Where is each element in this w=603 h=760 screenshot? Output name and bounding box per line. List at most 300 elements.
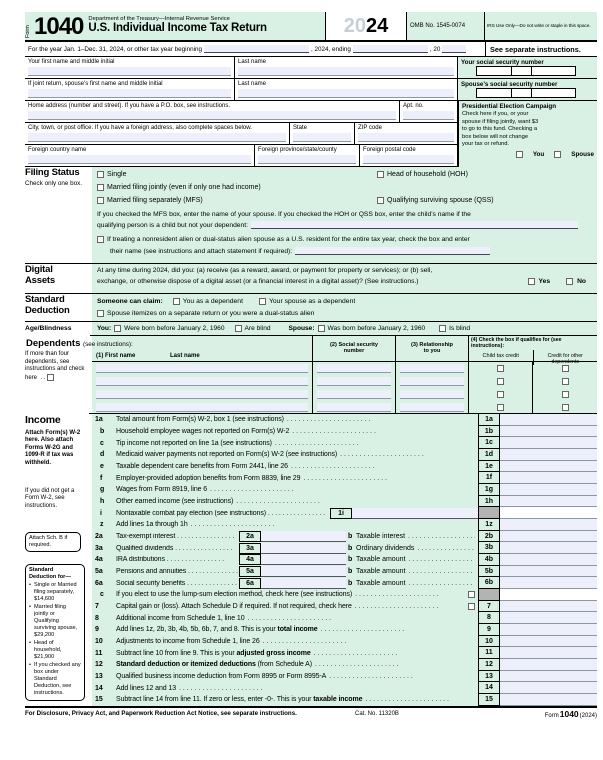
home-address-cell xyxy=(25,101,400,123)
income-line-box: 1a xyxy=(478,414,500,426)
dependent-ssn-input[interactable] xyxy=(317,403,391,412)
child-tax-credit-checkbox[interactable] xyxy=(497,365,504,372)
income-line-box xyxy=(478,507,500,519)
tax-year-pre-label: For the year Jan. 1–Dec. 31, 2024, or other tax year beginning xyxy=(28,45,202,53)
income-line-label: Subtract line 14 from line 11. If zero or less, enter -0-. This is your taxable income xyxy=(116,696,363,704)
dotted-leader xyxy=(303,475,475,482)
spouse-ssn-input[interactable] xyxy=(476,88,576,98)
dependent-name-cell xyxy=(92,388,312,401)
attach-schedule-b-note: Attach Sch. B if required. xyxy=(25,532,81,552)
department-line: Department of the Treasury—Internal Revenue Service xyxy=(88,16,230,22)
filing-status-label-col xyxy=(25,167,90,263)
foreign-country-input[interactable] xyxy=(28,155,251,164)
income-line-label: IRA distributions . xyxy=(116,556,239,563)
spouse-itemizes-label: Spouse itemizes on a separate return or you were a dual-status alien xyxy=(107,310,315,317)
identity-section xyxy=(25,57,597,167)
state-label: State xyxy=(293,125,308,131)
apt-cell xyxy=(400,101,458,123)
income-line-box: 1b xyxy=(478,426,500,438)
dependent-row xyxy=(92,401,597,414)
standard-deduction-content xyxy=(92,294,597,321)
digital-assets-yes-checkbox[interactable] xyxy=(528,278,535,285)
income-line-c xyxy=(92,589,597,601)
dotted-leader xyxy=(355,591,465,598)
amount-field[interactable] xyxy=(500,647,597,659)
spouse-first-name-input[interactable] xyxy=(28,89,231,98)
dependent-name-input[interactable] xyxy=(96,377,308,386)
dependents-qualifies-header xyxy=(468,336,597,365)
digital-assets-label-col xyxy=(25,264,90,293)
income-line-box: 1z xyxy=(478,519,500,531)
income-line-box: 9 xyxy=(478,624,500,636)
amount-field[interactable] xyxy=(500,601,597,613)
you-blind-checkbox[interactable] xyxy=(235,325,242,332)
dependent-relationship-cell xyxy=(395,362,468,375)
dependent-row xyxy=(92,388,597,401)
income-line-number: 4a xyxy=(95,556,103,564)
amount-field[interactable] xyxy=(500,531,597,543)
spouse-as-dependent-label: Your spouse as a dependent xyxy=(268,298,356,305)
income-line-5b xyxy=(92,566,597,578)
income-line-1e xyxy=(92,461,597,473)
qualifying-person-name-input[interactable] xyxy=(251,221,578,229)
income-sub-letter: b xyxy=(348,544,353,552)
someone-can-claim-label: Someone can claim: xyxy=(97,298,163,305)
amount-field[interactable] xyxy=(500,624,597,636)
income-line-box: 3b xyxy=(478,542,500,554)
income-rows xyxy=(92,414,597,706)
income-line-label: Additional income from Schedule 1, line 10 xyxy=(116,614,245,622)
campaign-you-label: You xyxy=(532,150,545,158)
child-tax-credit-checkbox[interactable] xyxy=(497,391,504,398)
income-line-4b xyxy=(92,554,597,566)
income-mid-input[interactable] xyxy=(261,578,346,589)
dependents-ssn-header: (2) Social security number xyxy=(312,336,395,361)
form-title: U.S. Individual Income Tax Return xyxy=(88,22,267,34)
other-dependents-credit-checkbox[interactable] xyxy=(562,378,569,385)
income-line-box: 11 xyxy=(478,647,500,659)
income-line-1b xyxy=(92,426,597,438)
amount-field[interactable] xyxy=(500,437,597,449)
amount-field[interactable] xyxy=(500,612,597,624)
single-checkbox[interactable] xyxy=(97,171,104,178)
dotted-leader xyxy=(287,416,475,423)
age-blindness-content xyxy=(92,322,597,335)
first-name-label: Your first name and middle initial xyxy=(28,59,115,65)
line-checkbox[interactable] xyxy=(468,603,475,610)
income-line-number: i xyxy=(100,509,102,517)
form-header xyxy=(25,12,597,42)
income-line-box: 15 xyxy=(478,694,500,706)
dotted-leader xyxy=(263,638,475,645)
nra-spouse-name-input[interactable] xyxy=(295,247,490,255)
amount-field[interactable] xyxy=(500,507,597,519)
income-line-number: d xyxy=(100,451,105,459)
dependent-relationship-input[interactable] xyxy=(400,364,464,373)
income-line-15 xyxy=(92,694,597,706)
income-line-12 xyxy=(92,659,597,671)
mfs-checkbox[interactable] xyxy=(97,197,104,204)
income-line-label: Tip income not reported on line 1a (see instructions) xyxy=(116,439,272,447)
you-as-dependent-checkbox[interactable] xyxy=(173,298,180,305)
income-line-box: 5b xyxy=(478,566,500,578)
dotted-leader xyxy=(408,533,475,540)
hoh-label: Head of household (HOH) xyxy=(387,171,468,178)
other-dependents-credit-checkbox[interactable] xyxy=(562,391,569,398)
income-line-number: 10 xyxy=(95,638,103,646)
digital-assets-no-label: No xyxy=(577,278,586,285)
income-mid-box: 2a xyxy=(239,531,261,542)
your-ssn-cell xyxy=(458,57,597,79)
form-titles xyxy=(88,12,267,40)
foreign-postal-cell xyxy=(360,145,458,167)
form-word-vertical: Form xyxy=(25,25,31,38)
std-deduction-item: • If you checked any box under Standard Deduction, see instructions. xyxy=(29,662,81,697)
income-line-1h xyxy=(92,496,597,508)
dependents-table xyxy=(92,336,597,413)
income-sub-letter: b xyxy=(348,568,353,576)
qss-checkbox[interactable] xyxy=(377,197,384,204)
last-name-label: Last name xyxy=(238,59,267,65)
digital-assets-no-checkbox[interactable] xyxy=(566,278,573,285)
tax-year-end-label: , 20 xyxy=(429,45,441,53)
income-line-box: 1e xyxy=(478,461,500,473)
income-line-box: 1f xyxy=(478,472,500,484)
income-line-1a xyxy=(92,414,597,426)
spouse-blind-checkbox[interactable] xyxy=(439,325,446,332)
age-blindness-section xyxy=(25,322,597,336)
amount-field[interactable] xyxy=(500,472,597,484)
tax-year-beginning-input[interactable] xyxy=(204,45,309,53)
mfj-checkbox[interactable] xyxy=(97,184,104,191)
apt-input[interactable] xyxy=(403,111,454,120)
you-born-before-checkbox[interactable] xyxy=(114,325,121,332)
presidential-campaign-title: Presidential Election Campaign xyxy=(462,103,557,110)
income-mid-input[interactable] xyxy=(261,531,346,542)
other-dependents-credit-checkbox[interactable] xyxy=(562,404,569,411)
campaign-you-checkbox[interactable] xyxy=(516,151,523,158)
dotted-leader xyxy=(329,673,475,680)
income-mid-box: 3a xyxy=(239,543,261,554)
income-mid-input[interactable] xyxy=(261,543,346,554)
last-name-cell xyxy=(235,57,458,79)
income-line-label: Wages from Form 8919, line 6 xyxy=(116,486,208,494)
dotted-leader xyxy=(275,440,475,447)
income-line-label: Pensions and annuities . xyxy=(116,568,239,575)
spouse-last-name-cell xyxy=(235,79,458,101)
first-name-cell xyxy=(25,57,235,79)
age-blindness-heading: Age/Blindness xyxy=(25,325,90,338)
digital-assets-content xyxy=(92,264,597,293)
child-tax-credit-checkbox[interactable] xyxy=(497,378,504,385)
spouse-name-row xyxy=(25,79,597,101)
amount-field[interactable] xyxy=(500,566,597,578)
dependent-relationship-input[interactable] xyxy=(400,403,464,412)
hoh-checkbox[interactable] xyxy=(377,171,384,178)
disclosure-notice: For Disclosure, Privacy Act, and Paperwork Reduction Act Notice, see separate instructions. xyxy=(25,710,297,717)
dotted-leader xyxy=(248,615,476,622)
income-line-number: f xyxy=(100,474,103,482)
income-line-label: Social security benefits . xyxy=(116,580,239,587)
digital-assets-q2: exchange, or otherwise dispose of a digital asset (or a financial interest in a digital asset)? (See instructions.) xyxy=(97,278,419,285)
income-line-number: 14 xyxy=(95,684,103,692)
income-sub-letter: b xyxy=(348,556,353,564)
income-line-box: 2b xyxy=(478,531,500,543)
single-label: Single xyxy=(107,171,127,178)
dependent-name-input[interactable] xyxy=(96,364,308,373)
tax-year-row xyxy=(25,42,597,57)
income-line-number: 3a xyxy=(95,544,103,552)
spouse-first-name-label: If joint return, spouse’s first name and middle initial xyxy=(28,81,163,87)
amount-field[interactable] xyxy=(500,671,597,683)
dotted-leader xyxy=(417,545,475,552)
income-line-box: 10 xyxy=(478,636,500,648)
nra-spouse-checkbox[interactable] xyxy=(97,236,104,243)
income-line-1d xyxy=(92,449,597,461)
income-line-9 xyxy=(92,624,597,636)
foreign-province-input[interactable] xyxy=(258,155,356,164)
amount-field[interactable] xyxy=(500,659,597,671)
city-cell xyxy=(25,123,290,145)
mfs-label: Married filing separately (MFS) xyxy=(107,197,203,204)
income-line-1g xyxy=(92,484,597,496)
zip-label: ZIP code xyxy=(358,125,382,131)
dotted-leader xyxy=(365,696,475,703)
income-line-number: 12 xyxy=(95,661,103,669)
dependent-relationship-input[interactable] xyxy=(400,377,464,386)
age-you-label: You: xyxy=(97,325,112,332)
income-line-box: 1g xyxy=(478,484,500,496)
income-line-number: 15 xyxy=(95,696,103,704)
income-line-label: Qualified dividends . xyxy=(116,545,239,552)
income-line-8 xyxy=(92,612,597,624)
line-checkbox[interactable] xyxy=(468,591,475,598)
income-line-box: 14 xyxy=(478,682,500,694)
income-line-14 xyxy=(92,682,597,694)
zip-cell xyxy=(355,123,458,145)
dependent-ctc-cell xyxy=(468,375,532,388)
dependents-relationship-header: (3) Relationship to you xyxy=(395,336,468,361)
form-1040 xyxy=(25,12,597,718)
dotted-leader xyxy=(315,661,475,668)
dependents-last-name-header: Last name xyxy=(170,353,200,359)
dotted-leader xyxy=(292,428,475,435)
dependent-row xyxy=(92,375,597,388)
presidential-campaign-text: to go to this fund. Checking a xyxy=(462,126,538,133)
amount-field[interactable] xyxy=(500,519,597,531)
filing-status-content xyxy=(92,167,597,263)
income-line-label: Taxable dependent care benefits from Form 2441, line 26 xyxy=(116,463,288,471)
amount-field[interactable] xyxy=(500,577,597,589)
foreign-province-label: Foreign province/state/county xyxy=(258,147,337,153)
income-line-number: 5a xyxy=(95,568,103,576)
income-mid-input[interactable] xyxy=(261,566,346,577)
spouse-blind-label: Is blind xyxy=(449,325,471,332)
first-name-input[interactable] xyxy=(28,67,231,76)
dependent-ctc-cell xyxy=(468,401,532,414)
omb-number: OMB No. 1545-0074 xyxy=(407,12,485,40)
standard-deduction-amounts-box xyxy=(25,564,85,701)
more-than-four-dependents-checkbox[interactable] xyxy=(47,374,54,381)
income-mid-box: 4a xyxy=(239,554,261,565)
income-line-label: Subtract line 10 from line 9. This is your adjusted gross income xyxy=(116,649,311,657)
income-line-11 xyxy=(92,647,597,659)
amount-field[interactable] xyxy=(500,496,597,508)
state-input[interactable] xyxy=(293,133,351,142)
tax-year-yy-input[interactable] xyxy=(442,45,466,53)
income-heading: Income xyxy=(25,414,61,426)
last-name-input[interactable] xyxy=(238,67,454,76)
tax-year-bold: 24 xyxy=(366,14,389,37)
income-mid-input[interactable] xyxy=(261,554,346,565)
std-deduction-item: • Single or Married filing separately, $14,600 xyxy=(29,582,81,603)
dependent-relationship-cell xyxy=(395,401,468,414)
dependent-other-credit-cell xyxy=(532,375,597,388)
income-line-label: Tax-exempt interest . xyxy=(116,533,239,540)
income-line-box: 7 xyxy=(478,601,500,613)
income-line-label: Standard deduction or itemized deductions (from Schedule A) xyxy=(116,661,312,669)
dotted-leader xyxy=(314,650,475,657)
dotted-leader xyxy=(321,626,475,633)
other-dependents-credit-checkbox[interactable] xyxy=(562,365,569,372)
income-line-number: 7 xyxy=(95,603,99,611)
home-address-input[interactable] xyxy=(28,111,396,120)
income-line-number: 6a xyxy=(95,579,103,587)
income-line-box: 6b xyxy=(478,577,500,589)
amount-field[interactable] xyxy=(500,589,597,601)
income-section xyxy=(25,414,597,706)
qss-label: Qualifying surviving spouse (QSS) xyxy=(387,197,494,204)
amount-field[interactable] xyxy=(500,484,597,496)
standard-deduction-box-title: Standard Deduction for— xyxy=(29,567,71,580)
amount-field[interactable] xyxy=(500,414,597,426)
income-line-label: Other earned income (see instructions) xyxy=(116,498,234,506)
spouse-last-name-label: Last name xyxy=(238,81,267,87)
income-line-box xyxy=(478,589,500,601)
amount-field[interactable] xyxy=(500,636,597,648)
spouse-itemizes-checkbox[interactable] xyxy=(97,310,104,317)
income-line-label: Employer-provided adoption benefits from Form 8839, line 29 xyxy=(116,474,301,482)
income-line-6b xyxy=(92,577,597,589)
amount-field[interactable] xyxy=(500,554,597,566)
income-sub-letter: b xyxy=(348,579,353,587)
amount-field[interactable] xyxy=(500,694,597,706)
dotted-leader xyxy=(355,603,465,610)
foreign-postal-label: Foreign postal code xyxy=(363,147,416,153)
dotted-leader xyxy=(236,498,475,505)
dependent-ssn-input[interactable] xyxy=(317,390,391,399)
income-line-number: g xyxy=(100,486,105,494)
standard-deduction-heading: Standard Deduction xyxy=(25,294,70,316)
dependent-other-credit-cell xyxy=(532,401,597,414)
child-tax-credit-checkbox[interactable] xyxy=(497,404,504,411)
income-mid-input[interactable] xyxy=(352,508,478,519)
income-line-number: z xyxy=(100,521,104,529)
income-line-number: c xyxy=(100,591,104,599)
home-address-label: Home address (number and street). If you have a P.O. box, see instructions. xyxy=(28,103,230,109)
income-sub-label: Taxable amount xyxy=(356,579,406,587)
dependent-name-cell xyxy=(92,362,312,375)
income-mid-box: 6a xyxy=(239,578,261,589)
dependent-name-input[interactable] xyxy=(96,403,308,412)
nra-note-line1: If treating a nonresident alien or dual-status alien spouse as a U.S. resident for the entire tax year, check the box and enter xyxy=(107,236,470,243)
tax-year-mid-label: , 2024, ending xyxy=(310,45,351,53)
income-line-box: 1h xyxy=(478,496,500,508)
income-sub-label: Taxable amount xyxy=(356,568,406,576)
dependent-name-cell xyxy=(92,375,312,388)
amount-field[interactable] xyxy=(500,426,597,438)
dotted-leader xyxy=(408,556,475,563)
dependents-table-header xyxy=(92,336,597,365)
your-ssn-input[interactable] xyxy=(476,66,576,76)
spouse-last-name-input[interactable] xyxy=(238,89,454,98)
foreign-postal-input[interactable] xyxy=(363,155,454,164)
presidential-campaign-text: Check here if you, or your xyxy=(462,111,529,117)
amount-field[interactable] xyxy=(500,461,597,473)
amount-field[interactable] xyxy=(500,542,597,554)
city-input[interactable] xyxy=(28,133,286,142)
income-sub-label: Ordinary dividends xyxy=(356,544,415,552)
dotted-leader xyxy=(408,580,475,587)
campaign-spouse-checkbox[interactable] xyxy=(554,151,561,158)
dependent-ssn-cell xyxy=(312,362,395,375)
income-line-label: Add lines 12 and 13 xyxy=(116,684,176,692)
dependent-ssn-input[interactable] xyxy=(317,377,391,386)
presidential-campaign-text: box below will not change xyxy=(462,133,529,140)
amount-field[interactable] xyxy=(500,682,597,694)
digital-assets-yes-label: Yes xyxy=(538,278,551,285)
digital-assets-heading: Digital Assets xyxy=(25,264,55,286)
credit-other-dependents-header: Credit for other dependents xyxy=(533,350,598,365)
catalog-number: Cat. No. 11320B xyxy=(355,710,399,717)
income-line-number: 1a xyxy=(95,416,103,424)
mfj-label: Married filing jointly (even if only one had income) xyxy=(107,184,261,191)
filing-status-note: Check only one box. xyxy=(25,180,83,187)
income-line-box: 4b xyxy=(478,554,500,566)
amount-field[interactable] xyxy=(500,449,597,461)
dependent-ssn-input[interactable] xyxy=(317,364,391,373)
form-reference: Form 1040 (2024) xyxy=(544,708,597,719)
std-deduction-item: • Married filing jointly or Qualifying surviving spouse, $29,200 xyxy=(29,604,81,639)
dependents-first-name-header: (1) First name xyxy=(96,353,136,359)
zip-input[interactable] xyxy=(358,133,454,142)
income-line-number: 11 xyxy=(95,649,103,657)
spouse-ssn-label: Spouse’s social security number xyxy=(461,81,558,88)
dependents-heading: Dependents (see instructions): xyxy=(26,338,133,349)
dotted-leader xyxy=(179,685,475,692)
income-line-1z xyxy=(92,519,597,531)
income-line-1i xyxy=(92,507,597,519)
tax-year-ending-input[interactable] xyxy=(353,45,428,53)
digital-assets-q1: At any time during 2024, did you: (a) receive (as a reward, award, or payment for property or services); or (b) sell, xyxy=(97,267,433,274)
dotted-leader xyxy=(210,486,475,493)
dependent-name-cell xyxy=(92,401,312,414)
dependents-rows xyxy=(92,362,597,414)
dependent-relationship-input[interactable] xyxy=(400,390,464,399)
spouse-ssn-cell xyxy=(458,79,597,101)
spouse-born-before-checkbox[interactable] xyxy=(318,325,325,332)
income-line-13 xyxy=(92,671,597,683)
income-line-number: b xyxy=(100,428,105,435)
dependent-name-input[interactable] xyxy=(96,390,308,399)
presidential-campaign-text: your tax or refund. xyxy=(462,141,510,148)
spouse-as-dependent-checkbox[interactable] xyxy=(259,298,266,305)
std-deduction-item: • Head of household, $21,900 xyxy=(29,640,81,661)
income-mid-box: 5a xyxy=(239,566,261,577)
dotted-leader xyxy=(191,521,475,528)
dependents-margin-note: If more than four dependents, see instructions and check here . . xyxy=(25,351,89,414)
campaign-spouse-label: Spouse xyxy=(571,150,594,158)
